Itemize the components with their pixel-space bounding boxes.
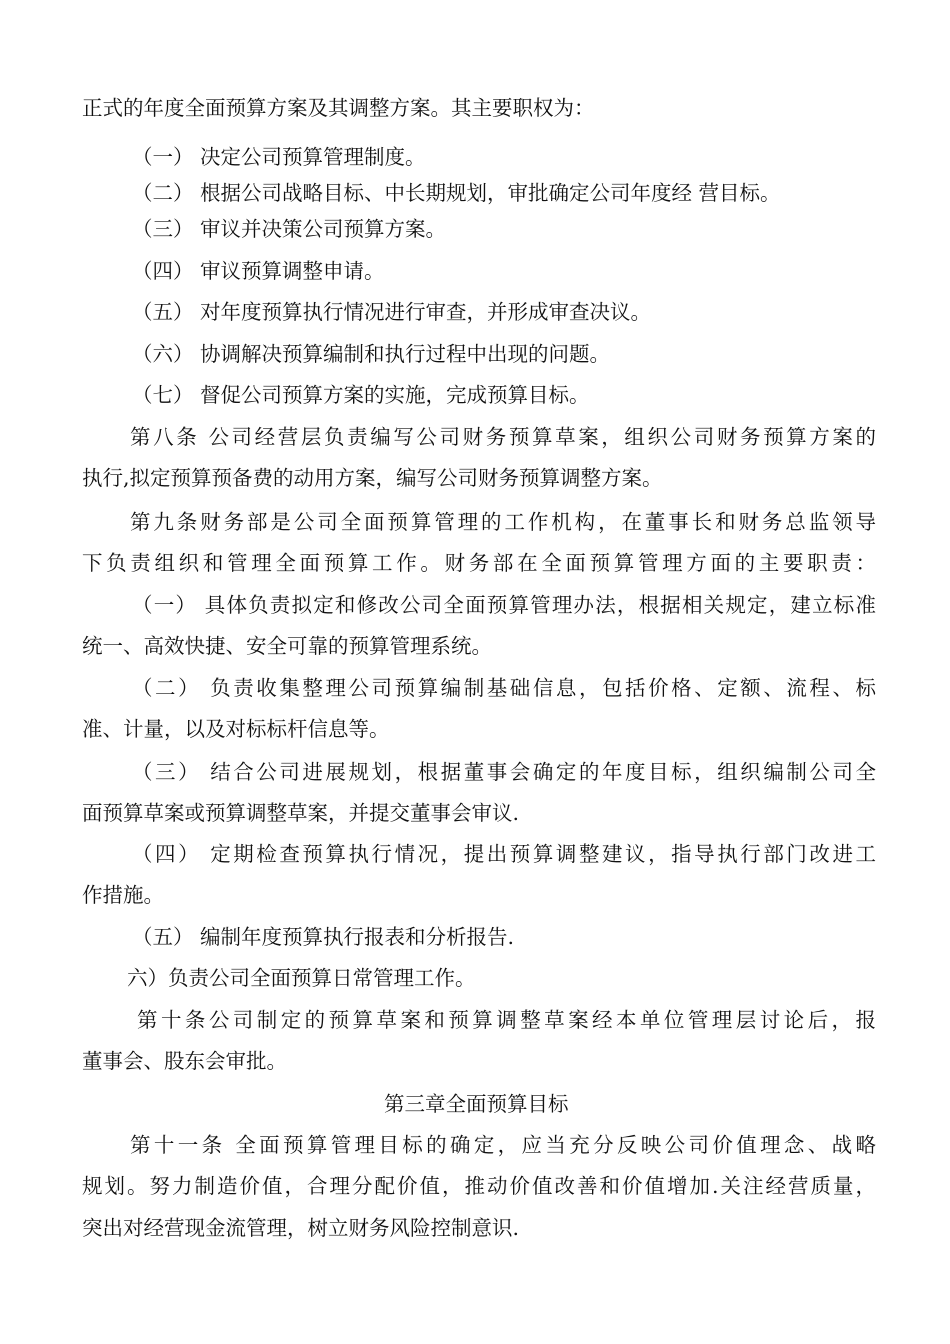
article-10-line-1: 第十条公司制定的预算草案和预算调整草案经本单位管理层讨论后，报: [137, 1008, 876, 1032]
article-8-line-1: 第八条 公司经营层负责编写公司财务预算草案，组织公司财务预算方案的: [130, 425, 876, 449]
duty-2-line-2: 准、计量，以及对标标杆信息等。: [82, 717, 390, 741]
article-11-line-3: 突出对经营现金流管理，树立财务风险控制意识.: [82, 1216, 520, 1240]
paragraph-intro: 正式的年度全面预算方案及其调整方案。其主要职权为：: [82, 96, 595, 120]
duty-5: （五） 编制年度预算执行报表和分析报告.: [132, 925, 515, 949]
article-11-line-2: 规划。努力制造价值，合理分配价值，推动价值改善和价值增加.关注经营质量，: [82, 1174, 876, 1198]
list-item-2: （二） 根据公司战略目标、中长期规划，审批确定公司年度经 营目标。: [132, 181, 781, 205]
article-9-line-2: 下负责组织和管理全面预算工作。财务部在全面预算管理方面的主要职责：: [82, 551, 876, 575]
duty-1-line-2: 统一、高效快捷、安全可靠的预算管理系统。: [82, 634, 492, 658]
duty-1-line-1: （一） 具体负责拟定和修改公司全面预算管理办法，根据相关规定，建立标准: [132, 593, 876, 617]
list-item-4: （四） 审议预算调整申请。: [132, 259, 385, 283]
article-11-line-1: 第十一条 全面预算管理目标的确定，应当充分反映公司价值理念、战略: [130, 1133, 876, 1157]
list-item-6: （六） 协调解决预算编制和执行过程中出现的问题。: [132, 342, 611, 366]
duty-6: 六）负责公司全面预算日常管理工作。: [127, 966, 476, 990]
chapter-heading: 第三章全面预算目标: [384, 1092, 569, 1116]
list-item-3: （三） 审议并决策公司预算方案。: [132, 217, 447, 241]
list-item-7: （七） 督促公司预算方案的实施，完成预算目标。: [132, 383, 590, 407]
duty-3-line-1: （三） 结合公司进展规划，根据董事会确定的年度目标，组织编制公司全: [132, 760, 876, 784]
duty-2-line-1: （二） 负责收集整理公司预算编制基础信息，包括价格、定额、流程、标: [132, 676, 876, 700]
article-8-line-2: 执行,拟定预算预备费的动用方案，编写公司财务预算调整方案。: [82, 466, 663, 490]
article-9-line-1: 第九条财务部是公司全面预算管理的工作机构，在董事长和财务总监领导: [130, 510, 876, 534]
duty-3-line-2: 面预算草案或预算调整草案，并提交董事会审议.: [82, 801, 520, 825]
article-10-line-2: 董事会、股东会审批。: [82, 1049, 287, 1073]
list-item-5: （五） 对年度预算执行情况进行审查，并形成审查决议。: [132, 300, 652, 324]
duty-4-line-2: 作措施。: [82, 883, 164, 907]
list-item-1: （一） 决定公司预算管理制度。: [132, 145, 426, 169]
duty-4-line-1: （四） 定期检查预算执行情况，提出预算调整建议，指导执行部门改进工: [132, 842, 876, 866]
